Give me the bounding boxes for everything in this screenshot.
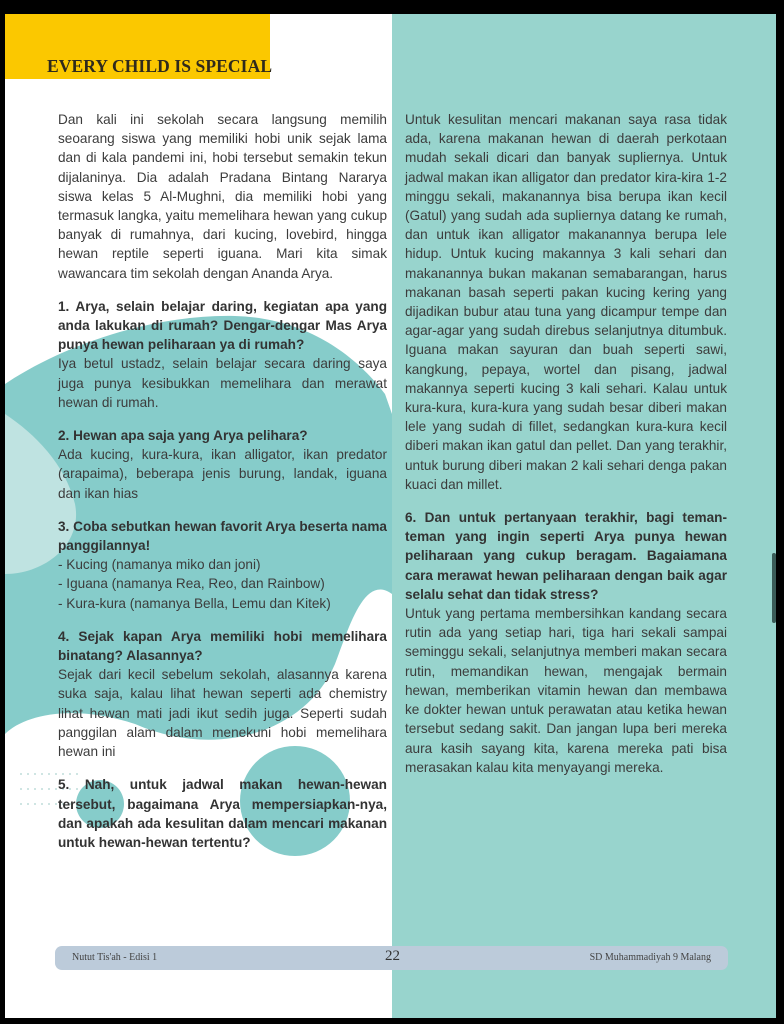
question-6: 6. Dan untuk pertanyaan terakhir, bagi teman-teman yang ingin seperti Arya punya hewan peliharaan yang cukup beragam. Bagaiamana cara merawat hewan peliharaan dengan baik agar selalu sehat dan tidak stress? xyxy=(405,510,727,602)
answer-3-item: - Kura-kura (namanya Bella, Lemu dan Kitek) xyxy=(58,595,331,611)
answer-5: Untuk kesulitan mencari makanan saya rasa tidak ada, karena makanan hewan di daerah perkotaan mudah sekali dicari dan banyak supliernya. Untuk jadwal makan ikan alligator dan predator kira-kira 1-2 minggu sekali, makanannya bisa berupa ikan kecil (Gatul) yang sudah ada supliernya datang ke rumah, dan untuk ikan alligator makanannya berupa lele hidup. Untuk kucing makannya 3 kali sehari dan makanannya bukan makanan semabarangan, harus makanan basah seperti pakan kucing kering yang dijadikan bubur atau tuna yang dicampur tempe dan agar-agar yang sudah direbus selanjutnya ditumbuk. Iguana makan sayuran dan buah seperti sawi, kangkung, pepaya, wortel dan pisang, jadwal makannya seperti kucing 3 kali sehari. Kalau untuk kura-kura, kura-kura yang sudah besar diberi makan lele yang sudah di fillet, sedangkan kura-kura kecil diberi makan ikan gatul dan pellet. Dan yang terakhir, untuk burung diberi makan 2 kali sehari denga pakan kuaci dan millet. xyxy=(405,112,727,492)
question-4: 4. Sejak kapan Arya memiliki hobi memelihara binatang? Alasannya? xyxy=(58,628,387,664)
question-2: 2. Hewan apa saja yang Arya pelihara? xyxy=(58,428,308,444)
answer-4: Sejak dari kecil sebelum sekolah, alasannya karena suka saja, kalau lihat hewan seperti ada chemistry lihat hewan mati jadi ikut sedih juga. Seperti sudah panggilan alam dalam menekuni hobi memelihara hewan ini xyxy=(58,667,387,760)
page-number: 22 xyxy=(385,948,400,964)
answer-2: Ada kucing, kura-kura, ikan alligator, ikan predator (arapaima), beberapa jenis burung, landak, iguana dan ikan hias xyxy=(58,447,387,501)
page-section-title: EVERY CHILD IS SPECIAL xyxy=(47,56,273,76)
answer-1: Iya betul ustadz, selain belajar secara daring saya juga punya kesibukkan memelihara dan merawat hewan di rumah. xyxy=(58,356,387,410)
right-column xyxy=(405,110,727,777)
footer-bar xyxy=(55,946,728,970)
footer-publication: Nutut Tis'ah - Edisi 1 xyxy=(72,952,158,963)
magazine-page xyxy=(5,14,776,1018)
footer-school: SD Muhammadiyah 9 Malang xyxy=(589,952,711,963)
answer-3-item: - Kucing (namanya miko dan joni) xyxy=(58,557,261,573)
scrollbar-handle[interactable] xyxy=(772,553,776,623)
answer-3-item: - Iguana (namanya Rea, Reo, dan Rainbow) xyxy=(58,576,325,592)
intro-paragraph: Dan kali ini sekolah secara langsung memilih seoarang siswa yang memiliki hobi unik sejak lama dan di kala pandemi ini, hobi tersebut semakin tekun dijalaninya. Dia adalah Pradana Bintang Nararya siswa kelas 5 Al-Mughni, dia memiliki hobi yang termasuk langka, yaitu memelihara hewan yang cukup banyak di rumahnya, dari kucing, lovebird, hingga hewan reptile seperti iguana. Mari kita simak wawancara tim sekolah dengan Ananda Arya. xyxy=(58,112,387,281)
left-column xyxy=(58,110,387,852)
question-5: 5. Nah, untuk jadwal makan hewan-hewan tersebut, bagaimana Arya mempersiapkan-nya, dan apakah ada kesulitan dalam mencari makanan untuk hewan-hewan tertentu? xyxy=(58,777,387,850)
question-3: 3. Coba sebutkan hewan favorit Arya beserta nama panggilannya! xyxy=(58,518,387,554)
question-1: 1. Arya, selain belajar daring, kegiatan apa yang anda lakukan di rumah? Dengar-dengar Mas Arya punya hewan peliharaan ya di rumah? xyxy=(58,298,387,353)
answer-6: Untuk yang pertama membersihkan kandang secara rutin ada yang setiap hari, tiga hari sekali sampai seminggu sekali, selanjutnya memberi makan secara rutin, memandikan hewan, mengajak bermain hewan, memberikan vitamin hewan dan membawa ke dokter hewan untuk perawatan atau ketika hewan tersebut sedang sakit. Dan jangan lupa beri mereka aura kasih sayang kita, karena mereka pati bisa merasakan kalau kita menyayangi mereka. xyxy=(405,606,727,775)
